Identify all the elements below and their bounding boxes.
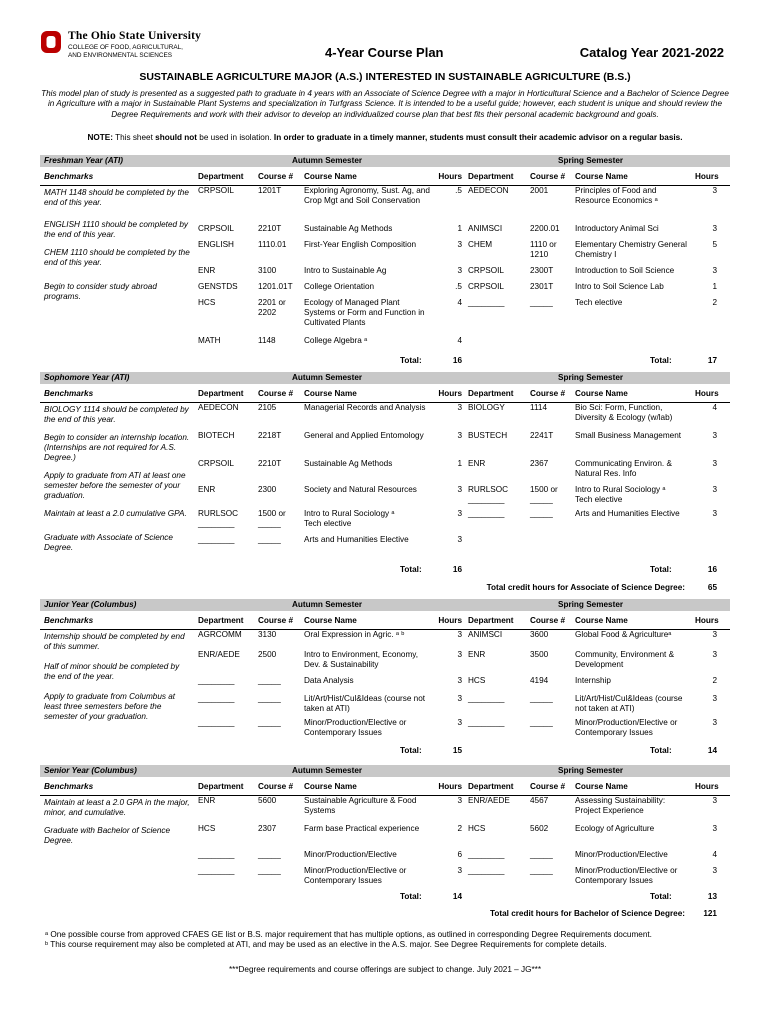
spring-total-label: Total:	[650, 892, 672, 901]
autumn-hours-header: Hours	[438, 389, 462, 398]
autumn-label: Autumn Semester	[292, 766, 363, 775]
course-name: Minor/Production/Elective	[575, 850, 668, 859]
autumn-dept-header: Department	[198, 172, 244, 181]
spring-total: 17	[707, 356, 717, 365]
course-dept-alt: ________	[468, 495, 505, 504]
course-dept: ENR	[198, 796, 216, 805]
course-dept: HCS	[468, 676, 486, 685]
course-hours: 3	[457, 535, 462, 544]
note-text-2: be used in isolation.	[197, 133, 274, 142]
course-hours: .5	[455, 186, 462, 195]
course-dept: ENR	[198, 266, 216, 275]
course-dept: BUSTECH	[468, 431, 508, 440]
course-hours: 3	[712, 509, 717, 518]
course-hours: 4	[457, 336, 462, 345]
course-name: Introductory Animal Sci	[575, 224, 659, 233]
course-dept: CRPSOIL	[468, 266, 504, 275]
course-dept: ________	[468, 694, 505, 703]
course-dept: ENR/AEDE	[468, 796, 510, 805]
course-number: 2210T	[258, 459, 282, 468]
spring-label: Spring Semester	[558, 373, 624, 382]
course-hours: 3	[457, 676, 462, 685]
year-bar	[40, 599, 730, 611]
course-number: 2105	[258, 403, 277, 412]
course-number: _____	[530, 718, 553, 727]
course-dept: BIOTECH	[198, 431, 235, 440]
university-name: The Ohio State University	[68, 30, 202, 42]
course-hours: 4	[712, 403, 717, 412]
course-hours: 5	[712, 240, 717, 249]
course-hours: 3	[712, 224, 717, 233]
course-name: Minor/Production/Elective or Contemporary Issues	[304, 866, 407, 886]
course-number: 1500 or	[530, 485, 558, 494]
course-dept: ________	[198, 866, 235, 875]
course-hours: 3	[457, 485, 462, 494]
course-number: 2241T	[530, 431, 554, 440]
course-hours: 3	[457, 694, 462, 703]
course-hours: 3	[712, 650, 717, 659]
course-name: Farm base Practical experience	[304, 824, 420, 833]
course-number: _____	[530, 509, 553, 518]
course-dept: ENR	[198, 485, 216, 494]
spring-num-header: Course #	[530, 172, 566, 181]
spring-total: 13	[707, 892, 717, 901]
course-name: Arts and Humanities Elective	[575, 509, 680, 518]
course-hours: 3	[457, 403, 462, 412]
course-number: _____	[258, 850, 281, 859]
course-name: Lit/Art/Hist/Cul&Ideas (course not taken at ATI)	[575, 694, 683, 714]
benchmarks-header: Benchmarks	[44, 782, 94, 791]
autumn-dept-header: Department	[198, 782, 244, 791]
autumn-label: Autumn Semester	[292, 373, 363, 382]
course-hours: 3	[457, 509, 462, 518]
course-name: Sustainable Ag Methods	[304, 224, 393, 233]
benchmarks-header: Benchmarks	[44, 172, 94, 181]
course-number: 3100	[258, 266, 277, 275]
benchmark: Graduate with Bachelor of Science Degree.	[44, 826, 171, 846]
course-dept: CHEM	[468, 240, 493, 249]
benchmark: Begin to consider study abroad programs.	[44, 282, 157, 302]
year-section	[40, 599, 730, 755]
column-header	[40, 777, 730, 796]
benchmark: Half of minor should be completed by the end of the year.	[44, 662, 180, 682]
course-name: Intro to Soil Science Lab	[575, 282, 664, 291]
course-name: Minor/Production/Elective	[304, 850, 397, 859]
course-number-alt: _____	[530, 495, 553, 504]
year-name: Junior Year (Columbus)	[44, 600, 137, 609]
course-dept: ________	[198, 694, 235, 703]
degree-credit-total: 121	[703, 909, 717, 918]
year-name: Freshman Year (ATI)	[44, 156, 124, 165]
course-number: 1148	[258, 336, 276, 345]
course-dept: ANIMSCI	[468, 630, 503, 639]
autumn-total: 14	[452, 892, 462, 901]
course-hours: 4	[457, 298, 462, 307]
course-number: 2210T	[258, 224, 282, 233]
plan-title: 4-Year Course Plan	[325, 45, 444, 60]
course-dept: ________	[198, 718, 235, 727]
course-name: Arts and Humanities Elective	[304, 535, 409, 544]
spring-dept-header: Department	[468, 782, 514, 791]
course-hours: 3	[712, 824, 717, 833]
college-line-1: COLLEGE OF FOOD, AGRICULTURAL,	[68, 44, 183, 51]
spring-label: Spring Semester	[558, 766, 624, 775]
course-hours: 3	[457, 650, 462, 659]
course-dept: ________	[468, 718, 505, 727]
course-name: Intro to Sustainable Ag	[304, 266, 387, 275]
autumn-num-header: Course #	[258, 389, 294, 398]
course-number: 1201.01T	[258, 282, 293, 291]
benchmark: Begin to consider an internship location. (Internships are not required for A.S. Degree.)	[44, 433, 190, 463]
course-name: First-Year English Composition	[304, 240, 417, 249]
block-o-icon	[40, 30, 62, 54]
course-name: Elementary Chemistry General Chemistry I	[575, 240, 687, 260]
college-name	[68, 44, 183, 60]
course-number: 3500	[530, 650, 549, 659]
course-dept: MATH	[198, 336, 221, 345]
course-hours: 1	[457, 224, 462, 233]
course-hours: 3	[712, 630, 717, 639]
autumn-hours-header: Hours	[438, 782, 462, 791]
course-dept: ENR/AEDE	[198, 650, 240, 659]
course-dept-alt: ________	[198, 519, 235, 528]
autumn-num-header: Course #	[258, 782, 294, 791]
course-number: _____	[258, 535, 281, 544]
course-name: Exploring Agronomy, Sust. Ag, and Crop Mgt and Soil Conservation	[304, 186, 430, 206]
course-name-alt: Tech elective	[304, 519, 352, 528]
course-dept: ________	[468, 866, 505, 875]
course-name: General and Applied Entomology	[304, 431, 424, 440]
autumn-total-label: Total:	[400, 746, 422, 755]
spring-hours-header: Hours	[695, 389, 719, 398]
autumn-num-header: Course #	[258, 616, 294, 625]
course-name: College Orientation	[304, 282, 375, 291]
disclaimer: ***Degree requirements and course offerings are subject to change. July 2021 – JG***	[228, 965, 542, 974]
course-number: 2218T	[258, 431, 282, 440]
autumn-num-header: Course #	[258, 172, 294, 181]
course-dept: CRPSOIL	[198, 186, 234, 195]
note-text-1: This sheet	[112, 133, 156, 142]
course-name: Intro to Environment, Economy, Dev. & Sustainability	[304, 650, 419, 670]
course-number: 3130	[258, 630, 277, 639]
course-hours: 2	[712, 298, 717, 307]
benchmark: ENGLISH 1110 should be completed by the end of this year.	[44, 220, 188, 240]
course-hours: 4	[712, 850, 717, 859]
course-name: Internship	[575, 676, 611, 685]
course-dept: ________	[468, 298, 505, 307]
spring-dept-header: Department	[468, 616, 514, 625]
course-hours: 3	[712, 485, 717, 494]
course-hours: 1	[712, 282, 717, 291]
course-name: Principles of Food and Resource Economics ᵃ	[575, 186, 658, 206]
spring-hours-header: Hours	[695, 616, 719, 625]
course-name-alt: Tech elective	[575, 495, 623, 504]
course-hours: 2	[457, 824, 462, 833]
year-bar	[40, 372, 730, 384]
course-number: 2001	[530, 186, 549, 195]
column-header	[40, 384, 730, 403]
course-number: 4567	[530, 796, 549, 805]
intro-text: This model plan of study is presented as a suggested path to graduate in 4 years with an Associate of Science Degree with a major in Horticultural Science and a Bachelor of Science Degree in Agriculture with a major in Sustainable Plant Systems and specialization in Turfgrass Science. It is intended to be a useful guide; however, each student is unique and should review the Degree Requirements and work with their advisor to develop an individualized course plan that best fits their personal academic background and goals.	[41, 89, 729, 119]
course-hours: 3	[457, 431, 462, 440]
course-dept: ________	[198, 850, 235, 859]
autumn-label: Autumn Semester	[292, 600, 363, 609]
autumn-name-header: Course Name	[304, 172, 357, 181]
course-hours: 6	[457, 850, 462, 859]
course-name: Small Business Management	[575, 431, 682, 440]
course-hours: 3	[712, 694, 717, 703]
column-header	[40, 611, 730, 630]
course-name: Bio Sci: Form, Function, Diversity & Ecology (w/lab)	[575, 403, 673, 423]
course-dept: HCS	[198, 824, 216, 833]
course-name: Community, Environment & Development	[575, 650, 675, 670]
course-dept: ENR	[468, 459, 486, 468]
course-number: 2300	[258, 485, 277, 494]
course-dept: HCS	[468, 824, 486, 833]
benchmark: BIOLOGY 1114 should be completed by the end of this year.	[44, 405, 189, 425]
autumn-total: 16	[452, 565, 462, 574]
year-section	[40, 372, 730, 592]
course-name: Oral Expression in Agric. ᵃ ᵇ	[304, 630, 405, 639]
course-dept: ________	[468, 509, 505, 518]
autumn-name-header: Course Name	[304, 389, 357, 398]
course-dept: HCS	[198, 298, 216, 307]
course-name: Introduction to Soil Science	[575, 266, 675, 275]
course-hours: 2	[712, 676, 717, 685]
course-number: 5602	[530, 824, 549, 833]
course-hours: 3	[457, 796, 462, 805]
course-dept: BIOLOGY	[468, 403, 505, 412]
course-hours: 3	[457, 266, 462, 275]
course-number: _____	[530, 850, 553, 859]
autumn-hours-header: Hours	[438, 172, 462, 181]
course-hours: 3	[712, 431, 717, 440]
spring-total: 16	[707, 565, 717, 574]
course-hours: 3	[712, 186, 717, 195]
course-number: _____	[258, 718, 281, 727]
course-number: 1500 or	[258, 509, 286, 518]
spring-total-label: Total:	[650, 565, 672, 574]
course-hours: 3	[712, 266, 717, 275]
spring-name-header: Course Name	[575, 616, 628, 625]
spring-total: 14	[707, 746, 717, 755]
course-dept: ANIMSCI	[468, 224, 503, 233]
course-number: 5600	[258, 796, 277, 805]
autumn-name-header: Course Name	[304, 782, 357, 791]
course-hours: 3	[712, 866, 717, 875]
spring-dept-header: Department	[468, 172, 514, 181]
course-dept: ENR	[468, 650, 486, 659]
course-dept: AEDECON	[468, 186, 509, 195]
benchmark: MATH 1148 should be completed by the end of this year.	[44, 188, 189, 208]
autumn-label: Autumn Semester	[292, 156, 363, 165]
main-title: SUSTAINABLE AGRICULTURE MAJOR (A.S.) INTERESTED IN SUSTAINABLE AGRICULTURE (B.S.)	[139, 71, 631, 83]
course-dept: CRPSOIL	[198, 459, 234, 468]
spring-name-header: Course Name	[575, 782, 628, 791]
course-name: Communicating Environ. & Natural Res. Info	[575, 459, 672, 479]
course-name: Assessing Sustainability: Project Experience	[575, 796, 666, 816]
spring-hours-header: Hours	[695, 172, 719, 181]
course-number: 4194	[530, 676, 549, 685]
spring-name-header: Course Name	[575, 389, 628, 398]
course-number: 1110 or 1210	[530, 240, 557, 260]
course-dept: ________	[198, 535, 235, 544]
course-number: _____	[258, 694, 281, 703]
benchmark: Apply to graduate from Columbus at least three semesters before the semester of your graduation.	[44, 692, 176, 722]
course-dept: CRPSOIL	[468, 282, 504, 291]
spring-label: Spring Semester	[558, 600, 624, 609]
course-name: Data Analysis	[304, 676, 354, 685]
course-hours: 3	[712, 718, 717, 727]
year-name: Senior Year (Columbus)	[44, 766, 137, 775]
course-dept: CRPSOIL	[198, 224, 234, 233]
course-number: _____	[258, 866, 281, 875]
course-name: Global Food & Agricultureᵃ	[575, 630, 672, 639]
course-number: _____	[530, 694, 553, 703]
course-number: 2307	[258, 824, 277, 833]
benchmarks-header: Benchmarks	[44, 389, 94, 398]
year-section	[40, 155, 730, 365]
note-bold-1: should not	[155, 133, 197, 142]
course-number: 2201 or 2202	[258, 298, 286, 318]
autumn-total-label: Total:	[400, 892, 422, 901]
course-number: 1201T	[258, 186, 282, 195]
spring-hours-header: Hours	[695, 782, 719, 791]
spring-total-label: Total:	[650, 746, 672, 755]
course-name: Managerial Records and Analysis	[304, 403, 426, 412]
course-hours: 3	[712, 796, 717, 805]
course-dept: RURLSOC	[468, 485, 509, 494]
footnote-b: ᵇ This course requirement may also be completed at ATI, and may be used as an elective in the A.S. major. See Degree Requirements for complete details.	[45, 940, 607, 949]
note-label: NOTE:	[87, 133, 113, 142]
course-name: Sustainable Ag Methods	[304, 459, 393, 468]
benchmark: Apply to graduate from ATI at least one semester before the semester of your graduation.	[44, 471, 186, 501]
course-dept: ________	[468, 850, 505, 859]
year-bar	[40, 155, 730, 167]
course-hours: 3	[457, 718, 462, 727]
year-name: Sophomore Year (ATI)	[44, 373, 130, 382]
degree-credit-label: Total credit hours for Associate of Science Degree:	[486, 583, 685, 592]
benchmark: Maintain at least a 2.0 GPA in the major, minor, and cumulative.	[44, 798, 190, 818]
course-name: Intro to Rural Sociology ᵃ	[304, 509, 395, 518]
spring-name-header: Course Name	[575, 172, 628, 181]
course-hours: 3	[457, 630, 462, 639]
course-name: Ecology of Agriculture	[575, 824, 655, 833]
course-name: Minor/Production/Elective or Contemporary Issues	[304, 718, 407, 738]
autumn-total: 15	[452, 746, 462, 755]
course-name: Sustainable Agriculture & Food Systems	[304, 796, 417, 816]
year-section	[40, 765, 730, 918]
course-name: Lit/Art/Hist/Cul&Ideas (course not taken at ATI)	[304, 694, 426, 714]
autumn-total: 16	[452, 356, 462, 365]
course-number: 2200.01	[530, 224, 560, 233]
note	[40, 133, 730, 142]
course-number: 3600	[530, 630, 549, 639]
course-dept: ENGLISH	[198, 240, 234, 249]
benchmarks-header: Benchmarks	[44, 616, 94, 625]
course-dept: GENSTDS	[198, 282, 238, 291]
course-number: 1110.01	[258, 240, 287, 249]
course-name: Ecology of Managed Plant Systems or Form and Function in Cultivated Plants	[304, 298, 425, 328]
autumn-total-label: Total:	[400, 565, 422, 574]
autumn-dept-header: Department	[198, 616, 244, 625]
course-dept: AEDECON	[198, 403, 239, 412]
autumn-total-label: Total:	[400, 356, 422, 365]
degree-credit-label: Total credit hours for Bachelor of Science Degree:	[489, 909, 685, 918]
course-hours: 3	[712, 459, 717, 468]
course-name: College Algebra ᵃ	[304, 336, 368, 345]
column-header	[40, 167, 730, 186]
course-hours: 3	[457, 866, 462, 875]
course-hours: 1	[457, 459, 462, 468]
course-hours: .5	[455, 282, 462, 291]
autumn-dept-header: Department	[198, 389, 244, 398]
course-name: Society and Natural Resources	[304, 485, 417, 494]
course-number: 1114	[530, 403, 547, 412]
course-number: _____	[530, 298, 553, 307]
catalog-year: Catalog Year 2021-2022	[579, 45, 724, 60]
spring-num-header: Course #	[530, 389, 566, 398]
college-line-2: AND ENVIRONMENTAL SCIENCES	[68, 52, 173, 59]
osu-logo	[40, 30, 220, 64]
autumn-hours-header: Hours	[438, 616, 462, 625]
course-hours: 3	[457, 240, 462, 249]
benchmark: Internship should be completed by end of this summer.	[44, 632, 185, 652]
course-name: Minor/Production/Elective or Contemporary Issues	[575, 866, 678, 886]
course-dept: RURLSOC	[198, 509, 239, 518]
course-number: 2300T	[530, 266, 554, 275]
course-number: 2367	[530, 459, 549, 468]
course-number: _____	[530, 866, 553, 875]
course-dept: ________	[198, 676, 235, 685]
course-number-alt: _____	[258, 519, 281, 528]
note-bold-2: In order to graduate in a timely manner, students must consult their academic advisor on a regular basis.	[273, 133, 683, 142]
benchmark: Graduate with Associate of Science Degree.	[44, 533, 173, 553]
autumn-name-header: Course Name	[304, 616, 357, 625]
course-name: Intro to Rural Sociology ᵃ	[575, 485, 666, 494]
spring-num-header: Course #	[530, 782, 566, 791]
course-number: 2500	[258, 650, 277, 659]
benchmark: CHEM 1110 should be completed by the end of this year.	[44, 248, 190, 268]
year-bar	[40, 765, 730, 777]
benchmark: Maintain at least a 2.0 cumulative GPA.	[44, 509, 187, 518]
spring-total-label: Total:	[650, 356, 672, 365]
spring-label: Spring Semester	[558, 156, 624, 165]
spring-dept-header: Department	[468, 389, 514, 398]
degree-credit-total: 65	[707, 583, 717, 592]
course-name: Minor/Production/Elective or Contemporary Issues	[575, 718, 678, 738]
course-dept: AGRCOMM	[198, 630, 242, 639]
spring-num-header: Course #	[530, 616, 566, 625]
footnote-a: ᵃ One possible course from approved CFAES GE list or B.S. major requirement that has multiple options, as outlined in corresponding Degree Requirements document.	[45, 930, 652, 939]
course-number: _____	[258, 676, 281, 685]
course-number: 2301T	[530, 282, 554, 291]
course-name: Tech elective	[575, 298, 623, 307]
